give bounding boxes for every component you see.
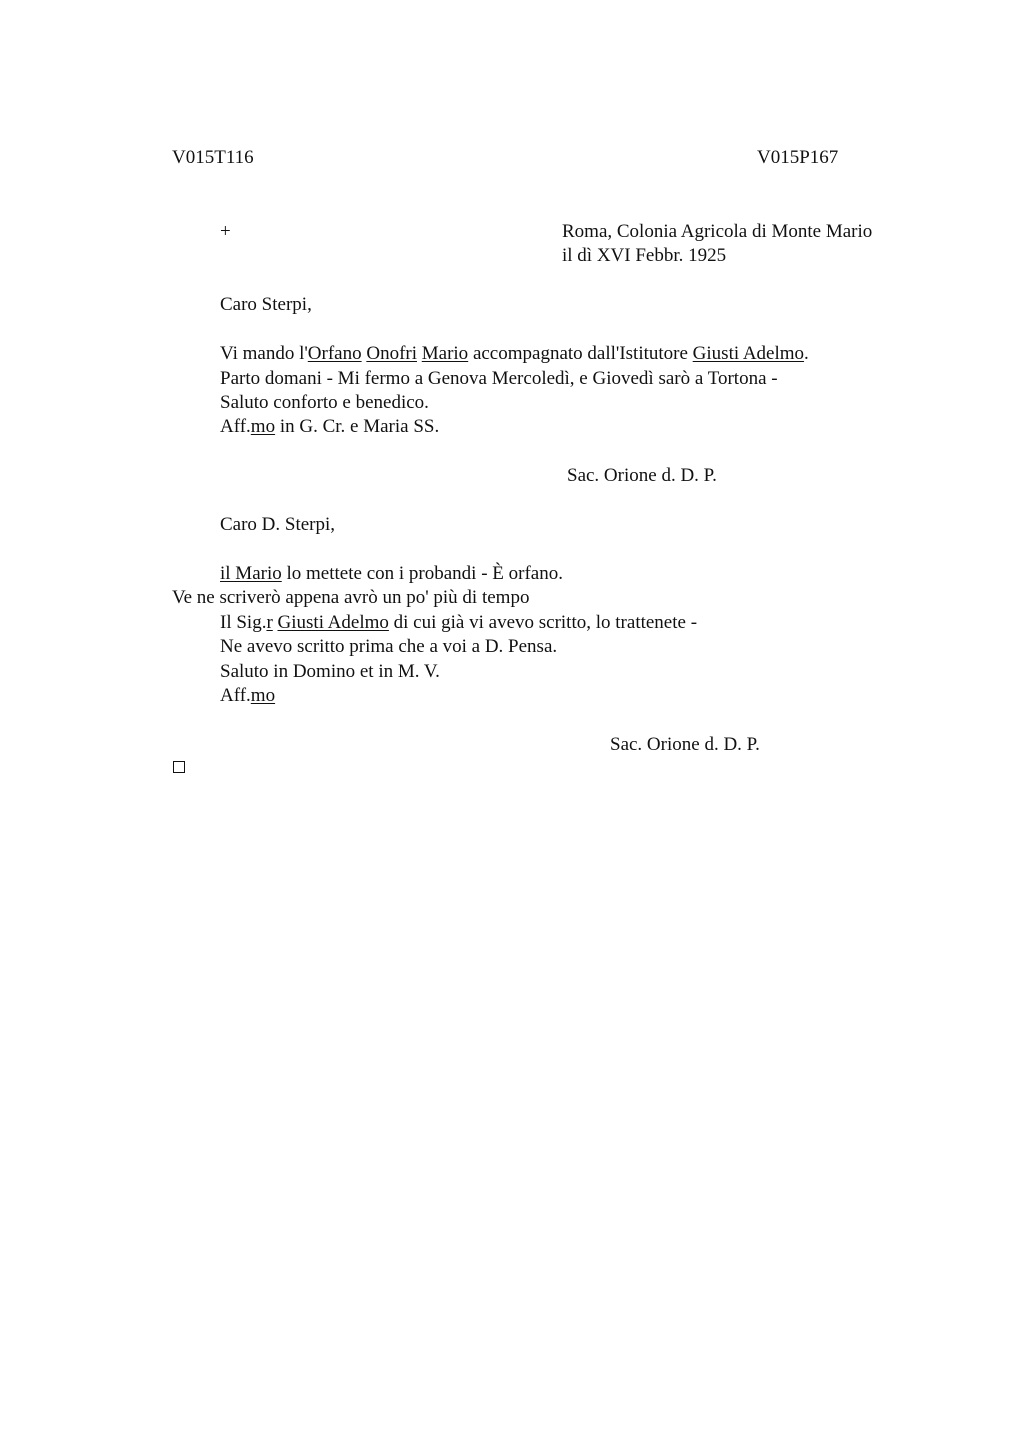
letter1-line-2: Parto domani - Mi fermo a Genova Mercoledì, e Giovedì sarò a Tortona - — [220, 368, 778, 389]
document-code-right: V015P167 — [757, 147, 839, 168]
letter2-line-5: Saluto in Domino et in M. V. — [220, 661, 440, 682]
letter2-line-3 — [220, 611, 697, 635]
underlined-word: Mario — [421, 343, 469, 364]
text-span: Vi mando l' — [220, 343, 308, 364]
text-span: di cui già vi avevo scritto, lo trattenete - — [388, 612, 698, 633]
letter2-line-1 — [220, 562, 563, 586]
underlined-word: Orfano — [307, 343, 362, 364]
end-marker-box — [173, 761, 185, 773]
letter1-signature: Sac. Orione d. D. P. — [567, 465, 717, 486]
text-span: Aff. — [220, 685, 251, 706]
underlined-word: Onofri — [366, 343, 417, 364]
letter1-line-1 — [220, 342, 809, 366]
text-span: Aff. — [220, 416, 251, 437]
letter2-line-2: Ve ne scriverò appena avrò un po' più di tempo — [172, 587, 530, 608]
letter2-signature: Sac. Orione d. D. P. — [610, 734, 760, 755]
letter-date: il dì XVI Febbr. 1925 — [562, 245, 727, 266]
text-span: Il Sig. — [220, 612, 267, 633]
letter2-salutation: Caro D. Sterpi, — [220, 514, 336, 535]
text-span: . — [804, 343, 809, 364]
underlined-name: il Mario — [220, 563, 282, 584]
document-code-left: V015T116 — [172, 147, 254, 168]
letter1-line-3: Saluto conforto e benedico. — [220, 392, 429, 413]
underlined-abbrev: mo — [250, 416, 276, 437]
underlined-name: Giusti Adelmo — [692, 343, 805, 364]
cross-mark: + — [220, 221, 231, 242]
letter1-salutation: Caro Sterpi, — [220, 294, 312, 315]
letter2-line-4: Ne avevo scritto prima che a voi a D. Pensa. — [220, 636, 558, 657]
text-span: lo mettete con i probandi - È orfano. — [281, 563, 563, 584]
text-span: in G. Cr. e Maria SS. — [275, 416, 440, 437]
underlined-abbrev: mo — [250, 685, 276, 706]
letter2-closing — [220, 684, 275, 708]
underlined-abbrev: r — [266, 612, 273, 633]
text-span: accompagnato dall'Istitutore — [468, 343, 693, 364]
underlined-name: Giusti Adelmo — [277, 612, 389, 633]
letter-place: Roma, Colonia Agricola di Monte Mario — [562, 221, 873, 242]
letter1-closing — [220, 415, 439, 439]
